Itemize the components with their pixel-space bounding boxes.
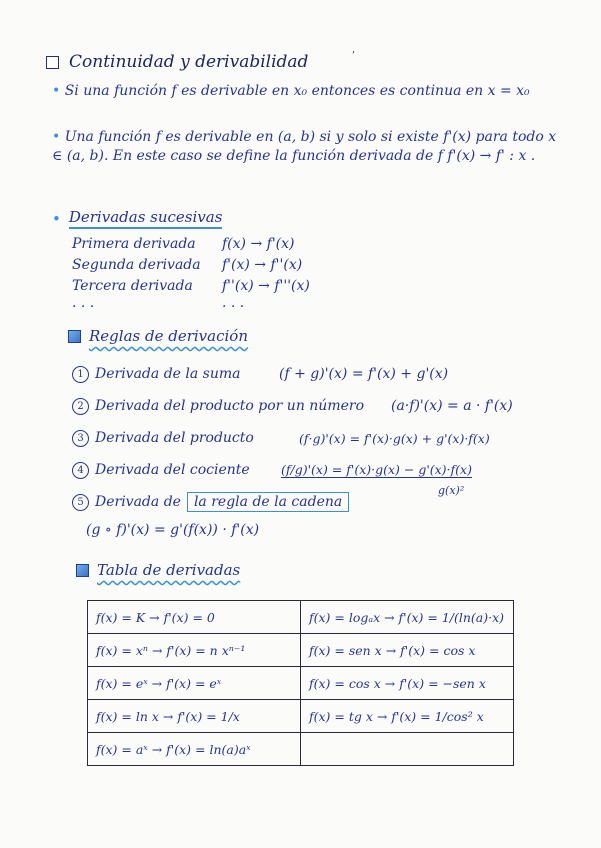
number-circle-icon: 5 (72, 494, 89, 511)
chain-rule-formula: (g ∘ f)'(x) = g'(f(x)) · f'(x) (86, 522, 260, 538)
rule-item (72, 422, 513, 454)
rule-label: Derivada de la suma (95, 366, 241, 382)
list-item-label: Segunda derivada (72, 257, 201, 273)
rule-label: Derivada del producto por un número (95, 398, 365, 414)
rule-expr: (f·g)'(x) = f'(x)·g(x) + g'(x)·f(x) (299, 430, 490, 446)
table-row (88, 667, 514, 700)
table-cell: f(x) = xⁿ → f'(x) = n xⁿ⁻¹ (88, 634, 301, 667)
intro-paragraph-2 (52, 128, 567, 166)
number-circle-icon: 4 (72, 462, 89, 479)
bullet-icon: • (52, 83, 61, 99)
table-cell: f(x) = aˣ → f'(x) = ln(a)aˣ (88, 733, 301, 766)
rule-label: Derivada del producto (95, 430, 254, 446)
table-cell: f(x) = ln x → f'(x) = 1/x (88, 700, 301, 733)
table-cell: f(x) = K → f'(x) = 0 (88, 601, 301, 634)
list-item-label: · · · (72, 299, 95, 315)
table-row (88, 634, 514, 667)
page-title: Continuidad y derivabilidad (69, 52, 309, 72)
section-tabla (76, 561, 240, 579)
number-circle-icon: 1 (72, 366, 89, 383)
rule-item (72, 454, 513, 486)
list-item-expr: · · · (222, 299, 245, 315)
list-item (72, 276, 310, 297)
tabla-heading: Tabla de derivadas (97, 561, 241, 579)
table-row (88, 601, 514, 634)
bullet-icon: • (52, 209, 61, 228)
table-cell: f(x) = cos x → f'(x) = −sen x (301, 667, 514, 700)
rule-expr: (f/g)'(x) = f'(x)·g(x) − g'(x)·f(x) (281, 462, 472, 477)
list-item-label: Primera derivada (72, 236, 196, 252)
table-row (88, 700, 514, 733)
bullet-icon: • (52, 129, 61, 145)
list-item (72, 297, 310, 318)
table-cell: f(x) = logₐx → f'(x) = 1/(ln(a)·x) (301, 601, 514, 634)
intro-text-2: Una función f es derivable en (a, b) si y solo si existe f'(x) para todo x ∈ (a, b). En este caso se define la función derivada de f f'(x) → f' : x . (52, 129, 557, 164)
table-row (88, 733, 514, 766)
reglas-heading: Reglas de derivación (89, 327, 248, 345)
list-item (72, 234, 310, 255)
table-cell: f(x) = eˣ → f'(x) = eˣ (88, 667, 301, 700)
intro-text-1: Si una función f es derivable en x₀ entonces es continua en x = x₀ (64, 83, 530, 99)
list-item-expr: f''(x) → f'''(x) (222, 278, 310, 294)
title-row (46, 52, 308, 72)
list-item-expr: f'(x) → f''(x) (222, 257, 303, 273)
stray-mark: , (352, 44, 356, 55)
list-item-label: Tercera derivada (72, 278, 193, 294)
list-item (72, 255, 310, 276)
rule-item (72, 390, 513, 422)
derivatives-table (87, 600, 514, 766)
checked-box-icon (76, 564, 89, 577)
rule-label: Derivada de (95, 494, 181, 510)
sucesivas-list (72, 234, 310, 318)
section-reglas (68, 327, 248, 345)
rule-expr: (f + g)'(x) = f'(x) + g'(x) (279, 366, 449, 382)
number-circle-icon: 3 (72, 430, 89, 447)
checked-box-icon (68, 330, 81, 343)
rule-label: Derivada del cociente (95, 462, 250, 478)
chain-rule-box: la regla de la cadena (187, 492, 349, 512)
section-sucesivas (52, 208, 222, 229)
intro-paragraph-1 (52, 82, 552, 101)
list-item-expr: f(x) → f'(x) (222, 236, 295, 252)
quotient-denominator: g(x)² (438, 484, 465, 497)
checkbox-icon (46, 56, 59, 69)
sucesivas-heading: Derivadas sucesivas (69, 208, 223, 229)
table-cell: f(x) = tg x → f'(x) = 1/cos² x (301, 700, 514, 733)
table-cell (301, 733, 514, 766)
rule-item (72, 358, 513, 390)
table-cell: f(x) = sen x → f'(x) = cos x (301, 634, 514, 667)
rule-expr: (a·f)'(x) = a · f'(x) (391, 398, 513, 414)
number-circle-icon: 2 (72, 398, 89, 415)
